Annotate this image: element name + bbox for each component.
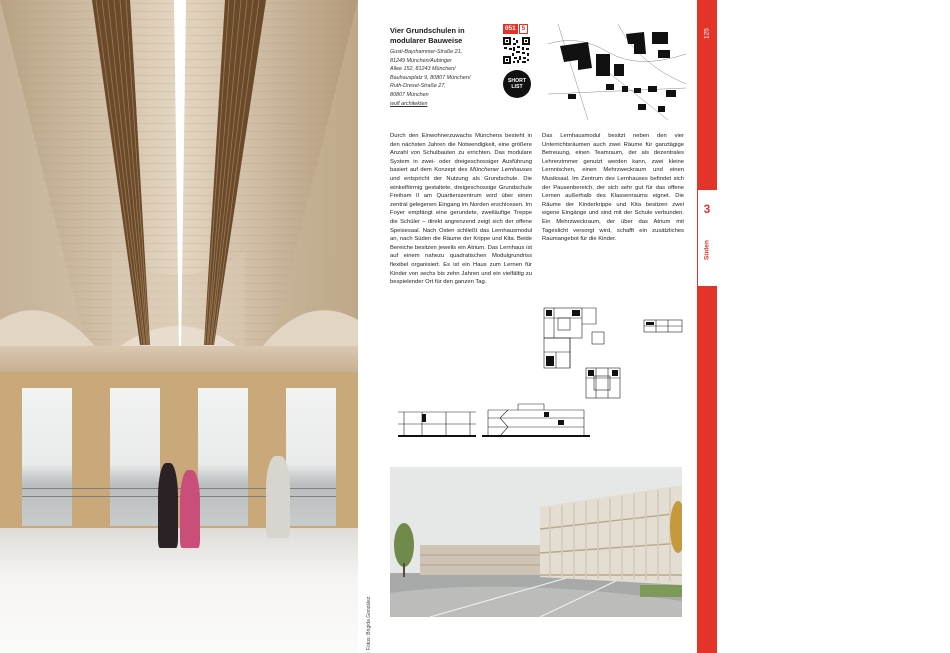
chapter-number: 3 — [703, 202, 711, 216]
shortlist-label: SHORT LIST — [507, 78, 527, 90]
school-building-exterior — [390, 467, 682, 617]
floor-plan-drawings — [540, 306, 688, 400]
photo-credit: Fotos: Brigida González — [366, 596, 372, 650]
floor — [0, 528, 358, 653]
body-text-column-right: Das Lernhausmodul besitzt neben den vier Unterrichtsräumen auch zwei Räume für ganztägige Betreuung, einen Teamraum, der als dezentrales Lehrerzimmer genutzt werden kann, zwei kleine Lernnischen, einen Mehrzweckraum und einen Musiksaal. Im Zentrum des Lernhauses befindet sich der Pausenbereich, der sich sehr gut für das offene Lernen außerhalb des Klassenraums eignet. Die Räume der Kinderkrippe und Kita besitzen zwei eigene Eingänge und sind mit der Schule verbunden. Ein Mehrzweckraum, der über das Atrium mit Tageslicht versorgt wird, schafft ein zusätzliches Raumangebot für die Kinder. — [542, 133, 684, 243]
site-plan-drawing — [548, 24, 686, 120]
project-number-tag — [503, 24, 528, 34]
project-number: 051 — [505, 25, 516, 32]
interior-photo — [0, 0, 358, 653]
exterior-photo — [390, 467, 682, 617]
address-line: Ruth-Drexel-Straße 27, — [390, 83, 446, 90]
architect-name: wulf architekten — [390, 100, 428, 107]
address-line: Bauhausplatz 9, 80807 München/ — [390, 74, 471, 81]
address-line: Gusti-Bayrhammer-Straße 21, — [390, 49, 463, 55]
qr-code-icon — [503, 37, 530, 64]
region-label: Süden — [703, 240, 711, 260]
window-pane — [286, 388, 336, 526]
child-figure — [158, 463, 178, 548]
body-text: und entspricht der Nutzung als Grundschule. Die winkelförmig gestaltete, dreigeschossige Grundschule Freiham II am Quartierszentrum wird über einen zentral gelegenen Eingang im Norden erschlossen. Im Foyer empfängt eine gerundete, zweiläufige Treppe die Schüler – direkt angrenzend zeigt sich der offene Speisesaal. Nach Osten schließt das Lernhausmodul an, nach Süden die Räume der Krippe und Kita. Beide Bereiche besitzen jeweils ein Atrium. Das Lernhaus ist auf einem nahezu quadratischen Modulgrundriss flexibel organisiert. Es ist ein Haus zum Lernen für Kinder von sechs bis zehn Jahren und ein vielfältig zu bespielender Ort für den ganzen Tag. — [390, 175, 532, 286]
body-text-emphasis: Münchener Lernhauses — [469, 167, 533, 174]
chapter-sidebar — [697, 0, 717, 653]
wooden-vault-ceiling — [0, 0, 358, 372]
project-number-sub: 5 — [519, 24, 529, 34]
page-number: 125 — [703, 28, 711, 40]
project-address — [390, 48, 505, 108]
window-pane — [110, 388, 160, 526]
body-text: Durch den Einwohnerzuwachs Münchens besteht in den nächsten Jahren die Notwendigkeit, eine größere Anzahl von Schulbauten zu errichten. Das modulare System in zwei- oder dreigeschossiger Ausführung basiert auf dem Konzept des — [390, 133, 532, 174]
window-pane — [22, 388, 72, 526]
project-title: Vier Grundschulen in modularer Bauweise — [390, 26, 465, 45]
window-pane — [198, 388, 248, 526]
shortlist-badge — [503, 70, 531, 98]
address-line: 81249 München/Aubinger — [390, 57, 452, 64]
address-line: Allee 152, 81243 München/ — [390, 66, 456, 73]
child-figure — [266, 456, 290, 538]
body-text-column-left — [390, 132, 532, 287]
address-line: 80807 München — [390, 91, 429, 98]
section-drawings — [398, 400, 590, 446]
ceiling-edge — [0, 346, 358, 372]
child-figure — [180, 470, 200, 548]
